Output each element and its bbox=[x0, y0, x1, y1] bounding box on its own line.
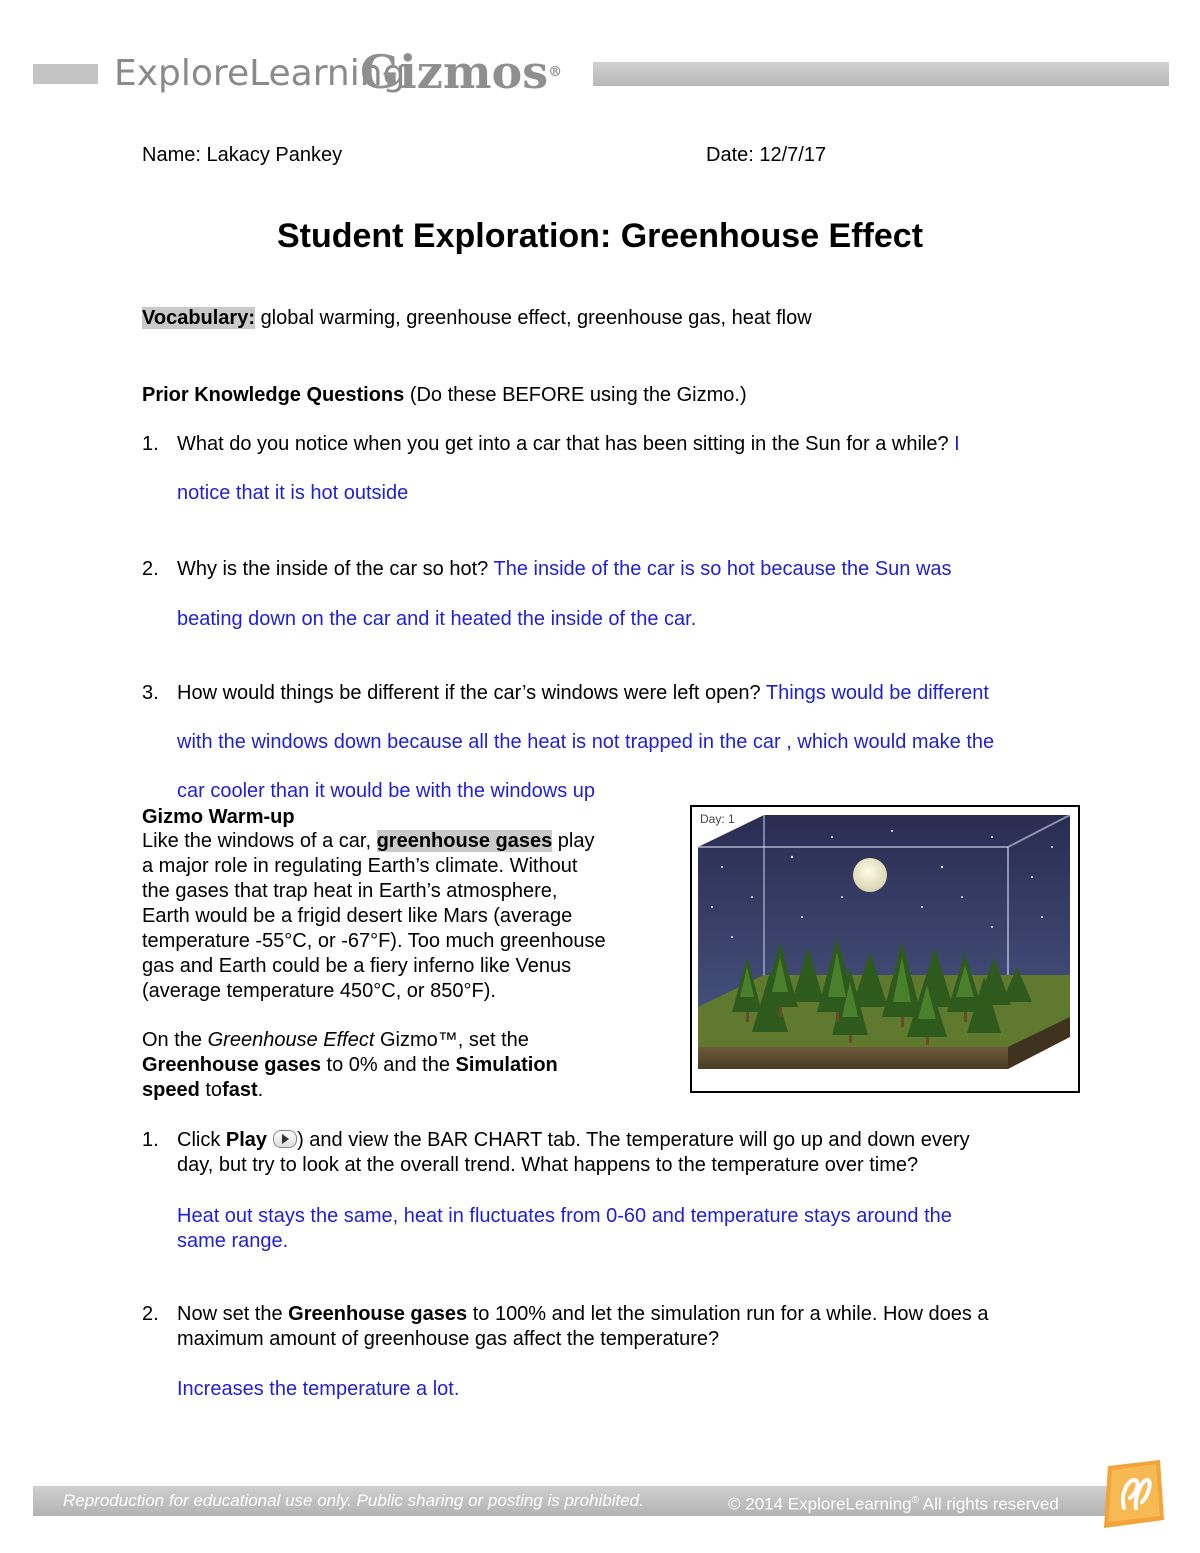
footer-rights-reserved: All rights reserved bbox=[922, 1494, 1059, 1514]
vocabulary-label: Vocabulary: bbox=[142, 307, 255, 329]
warmup-p2-end: . bbox=[257, 1079, 264, 1101]
warmup-p1-rest: play bbox=[557, 830, 595, 852]
footer-copyright bbox=[728, 1488, 1059, 1517]
warmup-heading: Gizmo Warm-up bbox=[142, 806, 295, 828]
pk-q1-number: 1. bbox=[142, 433, 159, 455]
pk-q2-line1 bbox=[177, 557, 952, 582]
warmup-p2-simulation: Simulation bbox=[455, 1054, 558, 1076]
prior-knowledge-note: (Do these BEFORE using the Gizmo.) bbox=[409, 384, 747, 406]
wu-q2-answer: Increases the temperature a lot. bbox=[177, 1378, 460, 1400]
play-button-icon bbox=[273, 1130, 297, 1148]
warmup-p2-fast: fast bbox=[222, 1079, 258, 1101]
warmup-p2-line3 bbox=[142, 1078, 263, 1103]
header-right-bar bbox=[593, 62, 1169, 86]
pk-q2-answer-line2: beating down on the car and it heated the inside of the car. bbox=[177, 608, 697, 630]
date-line bbox=[706, 143, 826, 168]
greenhouse-gases-term: greenhouse gases bbox=[376, 830, 553, 852]
prior-knowledge-heading: Prior Knowledge Questions bbox=[142, 384, 405, 406]
wu-q2-line1-rest: to 100% and let the simulation run for a while. How does a bbox=[472, 1303, 989, 1325]
page-title: Student Exploration: Greenhouse Effect bbox=[276, 217, 924, 255]
day-counter: Day: 1 bbox=[700, 812, 735, 826]
wu-q1-number: 1. bbox=[142, 1129, 159, 1151]
pk-q3-line1 bbox=[177, 681, 989, 706]
vocabulary-terms: global warming, greenhouse effect, greenhouse gas, heat flow bbox=[260, 307, 812, 329]
warmup-p2-gizmo-tm: Gizmo™, set the bbox=[379, 1029, 529, 1051]
warmup-p1-line1 bbox=[142, 829, 594, 854]
vocabulary-line bbox=[142, 306, 812, 331]
footer-reproduction-notice: Reproduction for educational use only. Public sharing or posting is prohibited. bbox=[63, 1491, 644, 1510]
warmup-p2-speed: speed bbox=[142, 1079, 200, 1101]
brand-gizmos: Gizmos® bbox=[360, 45, 563, 99]
explorelearning-logo-icon bbox=[1098, 1458, 1166, 1530]
brand-explorelearning: ExploreLearning bbox=[114, 53, 406, 94]
gizmo-name: Greenhouse Effect bbox=[207, 1029, 375, 1051]
warmup-p2-to: to bbox=[205, 1079, 223, 1101]
warmup-p1-line5: temperature -55°C, or -67°F). Too much greenhouse bbox=[142, 930, 606, 952]
pk-q3-answer-line3: car cooler than it would be with the windows up bbox=[177, 780, 596, 802]
pk-q2-question: Why is the inside of the car so hot? bbox=[177, 558, 489, 580]
wu-q1-click: Click bbox=[177, 1129, 221, 1151]
moon-icon bbox=[853, 858, 887, 892]
ground-soil-front bbox=[698, 1047, 1008, 1069]
wu-q2-line2: maximum amount of greenhouse gas affect the temperature? bbox=[177, 1328, 720, 1350]
prior-knowledge-heading-line bbox=[142, 383, 747, 408]
wu-q1-play: Play bbox=[225, 1129, 268, 1151]
wu-q2-line1 bbox=[177, 1302, 989, 1327]
warmup-p2-on-the: On the bbox=[142, 1029, 203, 1051]
warmup-p1-lead: Like the windows of a car, bbox=[142, 830, 372, 852]
warmup-p2-greenhouse-gases: Greenhouse gases bbox=[142, 1054, 321, 1076]
pk-q3-question: How would things be different if the car’s windows were left open? bbox=[177, 682, 761, 704]
pk-q3-answer-line2: with the windows down because all the heat is not trapped in the car , which would make the bbox=[177, 731, 995, 753]
registered-mark: ® bbox=[548, 64, 563, 80]
pk-q1-answer-line2: notice that it is hot outside bbox=[177, 482, 409, 504]
date-label: Date: bbox=[706, 144, 754, 166]
warmup-p2-line2 bbox=[142, 1053, 558, 1078]
pk-q1-answer-start: I bbox=[954, 433, 960, 455]
pk-q2-answer-start: The inside of the car is so hot because the Sun was bbox=[493, 558, 952, 580]
greenhouse-box-illustration bbox=[692, 807, 1078, 1091]
pk-q1-question: What do you notice when you get into a car that has been sitting in the Sun for a while? bbox=[177, 433, 949, 455]
warmup-p2-mid: to 0% and the bbox=[326, 1054, 450, 1076]
header-left-bar bbox=[33, 64, 98, 84]
pk-q1-line1 bbox=[177, 432, 960, 457]
gizmo-screenshot-figure bbox=[690, 805, 1080, 1093]
warmup-p1-line4: Earth would be a frigid desert like Mars (average bbox=[142, 905, 573, 927]
wu-q2-number: 2. bbox=[142, 1303, 159, 1325]
wu-q1-answer-line1: Heat out stays the same, heat in fluctuates from 0-60 and temperature stays around the bbox=[177, 1205, 952, 1227]
pk-q3-number: 3. bbox=[142, 682, 159, 704]
student-name: Lakacy Pankey bbox=[206, 144, 343, 166]
footer-registered-mark: ® bbox=[911, 1495, 919, 1506]
wu-q1-line2: day, but try to look at the overall trend. What happens to the temperature over time? bbox=[177, 1154, 919, 1176]
warmup-p1-line2: a major role in regulating Earth’s climate. Without bbox=[142, 855, 578, 877]
wu-q1-answer-line2: same range. bbox=[177, 1230, 289, 1252]
wu-q2-now-set: Now set the bbox=[177, 1303, 283, 1325]
warmup-p2-line1 bbox=[142, 1028, 529, 1053]
warmup-p1-line7: (average temperature 450°C, or 850°F). bbox=[142, 980, 496, 1002]
warmup-p1-line6: gas and Earth could be a fiery inferno like Venus bbox=[142, 955, 572, 977]
footer-copyright-text: © 2014 ExploreLearning bbox=[728, 1494, 912, 1514]
student-name-line bbox=[142, 143, 342, 168]
name-label: Name: bbox=[142, 144, 201, 166]
warmup-p1-line3: the gases that trap heat in Earth’s atmosphere, bbox=[142, 880, 558, 902]
pk-q3-answer-start: Things would be different bbox=[765, 682, 989, 704]
wu-q1-line1 bbox=[177, 1128, 970, 1153]
date-value: 12/7/17 bbox=[759, 144, 827, 166]
wu-q2-greenhouse-gases: Greenhouse gases bbox=[288, 1303, 468, 1325]
wu-q1-line1-rest: ) and view the BAR CHART tab. The temperature will go up and down every bbox=[297, 1129, 970, 1151]
pk-q2-number: 2. bbox=[142, 558, 159, 580]
